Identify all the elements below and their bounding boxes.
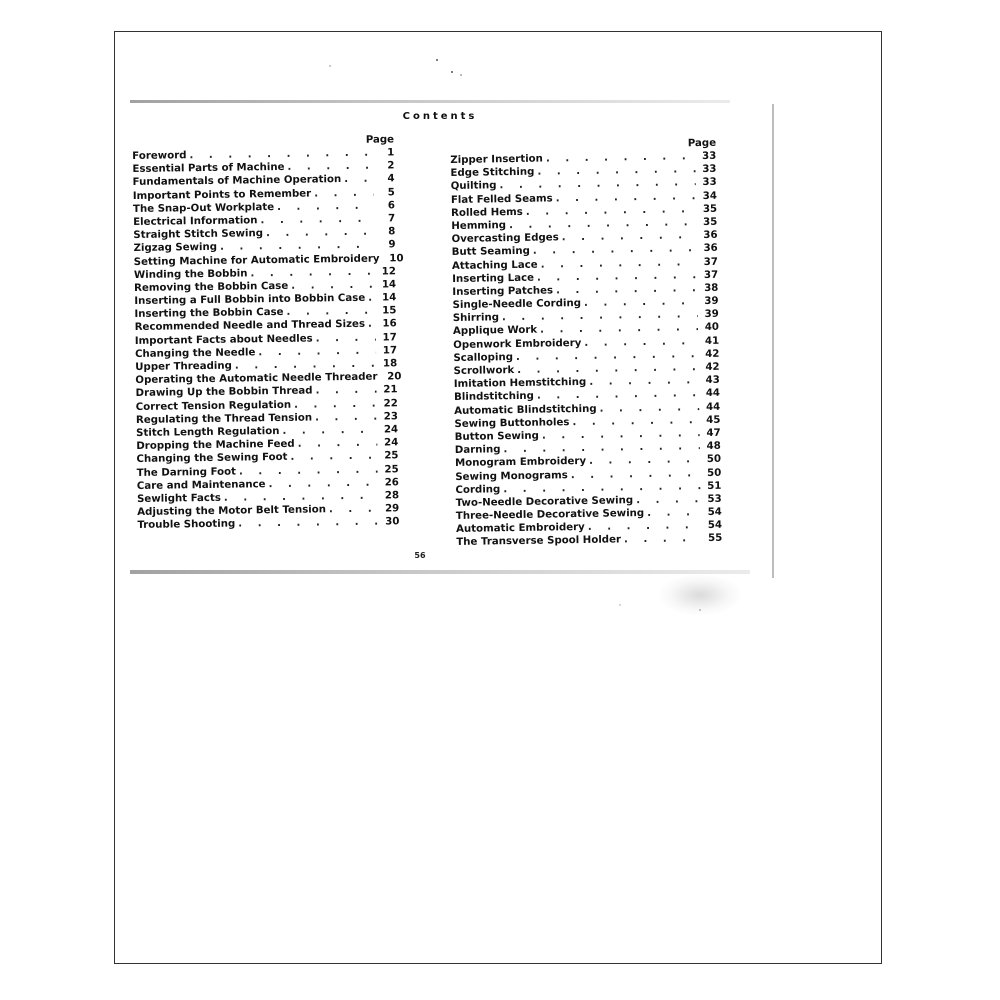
dot-leader (290, 450, 377, 464)
dot-leader (315, 410, 377, 424)
toc-entry-title: Inserting the Bobbin Case (134, 307, 284, 321)
toc-entry-title: Recommended Needle and Thread Sizes (134, 319, 366, 334)
toc-entry-title: Butt Seaming (451, 246, 530, 259)
dot-leader (277, 199, 374, 214)
toc-entry-title: Winding the Bobbin (133, 268, 248, 281)
toc-entry-page: 33 (702, 150, 717, 163)
toc-entry-title: Dropping the Machine Feed (136, 438, 295, 453)
toc-entry-title: Button Sewing (454, 430, 539, 443)
toc-entry-page: 15 (382, 305, 397, 317)
toc-entry-title: Removing the Bobbin Case (134, 280, 289, 294)
toc-entry-title: Foreword (132, 150, 187, 162)
toc-entry-page: 37 (703, 269, 719, 281)
toc-entry-title: Trouble Shooting (137, 518, 236, 532)
toc-entry-page: 51 (707, 480, 722, 492)
dot-leader (238, 516, 378, 531)
toc-entry-page: 55 (708, 533, 723, 545)
toc-entry-page: 1 (387, 147, 395, 159)
toc-entry-title: Single-Needle Cording (452, 298, 582, 312)
toc-entry-title: The Transverse Spool Holder (456, 534, 622, 549)
toc-entry-title: Applique Work (452, 325, 538, 338)
toc-entry-title: Stitch Length Regulation (136, 425, 280, 439)
toc-entry-page: 53 (707, 493, 722, 505)
toc-entry-page: 36 (703, 243, 718, 255)
toc-entry-title: Electrical Information (133, 215, 258, 228)
toc-entry-title: Sewing Monograms (455, 469, 568, 483)
toc-entry-title: Drawing Up the Bobbin Thread (135, 385, 313, 400)
dot-leader (368, 292, 375, 305)
toc-entry-title: Correct Tension Regulation (135, 399, 292, 413)
toc-entry-page: 22 (383, 397, 398, 410)
toc-entry-page: 7 (387, 213, 396, 225)
toc-entry-title: Sewlight Facts (136, 492, 221, 505)
dot-leader (287, 160, 373, 174)
toc-entry-page: 42 (705, 361, 720, 374)
toc-entry-page: 24 (384, 437, 399, 449)
toc-entry-title: Three-Needle Decorative Sewing (455, 508, 645, 523)
toc-entry-title: Scrollwork (453, 365, 515, 377)
toc-column-right (450, 137, 722, 550)
toc-entry-title: Overcasting Edges (451, 232, 559, 246)
toc-entry-title: Changing the Sewing Foot (136, 452, 288, 466)
toc-entry-title: Two-Needle Decorative Sewing (455, 495, 634, 509)
dot-leader (636, 493, 701, 507)
toc-entry-title: Darning (454, 444, 501, 457)
toc-entry-title: Essential Parts of Machine (132, 162, 285, 176)
toc-entry-title: Automatic Blindstitching (454, 403, 597, 417)
toc-entry-page: 16 (382, 318, 397, 330)
toc-entry-title: Attaching Lace (451, 259, 538, 272)
toc-entry-page: 9 (388, 239, 396, 251)
toc-entry-title: The Darning Foot (136, 466, 237, 479)
dot-leader (286, 305, 375, 319)
toc-entry-page: 43 (705, 374, 720, 387)
dot-leader (291, 278, 375, 292)
dot-leader (368, 318, 376, 331)
toc-entry-page: 42 (705, 348, 720, 360)
toc-entry-title: Quilting (450, 180, 497, 193)
toc-entry-title: Regulating the Thread Tension (135, 412, 313, 426)
dot-leader (329, 503, 378, 517)
toc-column-left (132, 133, 404, 532)
toc-entry-page: 35 (702, 203, 718, 215)
toc-entry-page: 40 (704, 322, 720, 334)
toc-entry-page: 4 (387, 173, 395, 185)
dot-leader (647, 506, 701, 520)
toc-entry-page: 50 (706, 467, 722, 479)
toc-entry-page: 6 (387, 200, 396, 212)
toc-list-right (450, 150, 722, 550)
toc-entry-page: 18 (382, 358, 398, 370)
toc-entry-title: Rolled Hems (451, 206, 523, 219)
toc-entry-page: 14 (382, 292, 397, 304)
toc-entry-title: Hemming (451, 220, 507, 232)
toc-entry-title: Operating the Automatic Needle Threader (135, 371, 378, 387)
toc-entry-page: 24 (383, 424, 399, 436)
page-column-header: Page (365, 134, 395, 146)
page-column-header: Page (687, 137, 717, 150)
toc-entry-title: Blindstitching (453, 391, 535, 404)
dot-leader (624, 533, 701, 547)
toc-entry-title: Care and Maintenance (136, 478, 266, 492)
dot-leader (316, 331, 376, 345)
toc-entry-page: 54 (707, 506, 722, 519)
toc-entry-page: 44 (705, 388, 721, 400)
toc-entry-page: 30 (385, 516, 400, 528)
toc-entry-title: Cording (455, 483, 501, 496)
toc-entry-title: The Snap-Out Workplate (132, 201, 275, 215)
toc-entry-page: 14 (381, 279, 397, 291)
toc-list-left (132, 146, 404, 532)
toc-entry-title: Inserting Lace (452, 272, 535, 285)
toc-entry-page: 25 (384, 450, 399, 462)
toc-entry-title: Straight Stitch Sewing (133, 228, 264, 242)
toc-entry-title: Inserting a Full Bobbin into Bobbin Case (134, 292, 366, 308)
toc-entry-page: 33 (702, 177, 717, 189)
toc-entry-page: 50 (706, 454, 722, 466)
toc-entry-page: 35 (703, 216, 718, 228)
dot-leader (314, 186, 374, 200)
toc-entry-title: Important Points to Remember (132, 188, 312, 202)
toc-entry-page: 17 (382, 331, 397, 344)
toc-entry-title: Upper Threading (135, 360, 232, 373)
toc-entry-page: 2 (387, 160, 395, 172)
toc-entry-title: Imitation Hemstitching (453, 377, 587, 391)
dot-leader (282, 424, 377, 439)
toc-entry-title: Fundamentals of Machine Operation (132, 174, 342, 189)
toc-entry-title: Edge Stitching (450, 166, 535, 180)
toc-entry-page: 17 (382, 345, 398, 357)
toc-entry-page: 5 (387, 186, 395, 198)
toc-entry-page: 12 (381, 266, 396, 278)
toc-entry-title: Monogram Embroidery (454, 456, 587, 470)
dot-leader (315, 384, 376, 398)
toc-entry-page: 48 (706, 440, 721, 453)
toc-entry-title: Openwork Embroidery (453, 337, 582, 351)
toc-entry-page: 34 (702, 190, 717, 202)
toc-entry-title: Changing the Needle (134, 347, 256, 360)
dot-leader (298, 437, 378, 451)
page-number: 56 (414, 551, 426, 560)
toc-entry-page: 45 (706, 414, 721, 426)
toc-entry-page: 47 (706, 427, 721, 439)
toc-entry-page: 37 (703, 256, 719, 268)
toc-entry-page: 39 (704, 309, 719, 321)
toc-entry-title: Adjusting the Motor Belt Tension (137, 504, 327, 519)
toc-entry-page: 28 (384, 490, 400, 502)
toc-entry-page: 21 (383, 384, 398, 396)
toc-entry-title: Scalloping (453, 351, 514, 364)
dot-leader (294, 397, 377, 411)
toc-entry-page: 8 (388, 226, 396, 238)
toc-entry-page: 10 (389, 252, 404, 264)
toc-entry-title: Inserting Patches (452, 285, 554, 298)
toc-entry-title: Sewing Buttonholes (454, 416, 570, 430)
toc-entry-page: 29 (384, 503, 400, 515)
toc-entry-page: 54 (707, 520, 723, 532)
dot-leader (344, 173, 374, 187)
toc-entry-page: 44 (705, 401, 721, 413)
toc-entry-page: 38 (704, 282, 719, 294)
toc-entry-title: Shirring (452, 312, 500, 325)
toc-entry-page: 33 (702, 164, 717, 176)
toc-entry-page: 36 (703, 229, 718, 242)
toc-entry-page: 41 (704, 335, 720, 347)
toc-entry-page: 23 (383, 411, 399, 423)
toc-entry-title: Flat Felled Seams (450, 192, 553, 206)
toc-entry-title: Setting Machine for Automatic Embroidery (133, 253, 380, 268)
toc-entry-title: Zipper Insertion (450, 153, 543, 166)
toc-entry-page: 25 (384, 463, 399, 476)
toc-entry-title: Automatic Embroidery (456, 522, 585, 536)
toc-entry-page: 20 (387, 371, 402, 383)
toc-entry-title: Zigzag Sewing (133, 242, 218, 255)
toc-entry-page: 39 (704, 295, 719, 308)
toc-entry-title: Important Facts about Needles (134, 333, 313, 347)
toc-entry-page: 26 (384, 476, 399, 489)
contents-title: Contents (402, 111, 478, 122)
